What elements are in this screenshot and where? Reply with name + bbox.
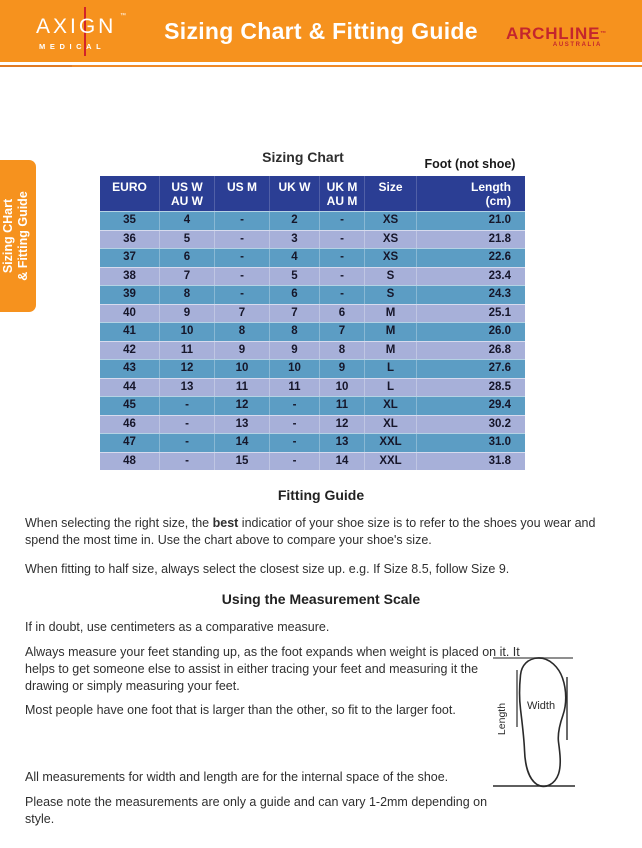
column-header: Size: [365, 176, 417, 211]
foot-measurement-diagram: [483, 645, 642, 795]
table-row: [100, 378, 525, 397]
fitting-guide-paragraph-1: When selecting the right size, the best indicatior of your shoe size is to refer to the shoes you wear and spend the most time in. Use the chart above to compare your shoe's size.: [25, 516, 596, 547]
table-cell: 6: [160, 249, 215, 267]
header-divider-accent: [0, 65, 72, 67]
archline-logo: [506, 25, 606, 57]
column-header: UK M AU M: [320, 176, 365, 211]
sizing-table-head: [100, 176, 525, 211]
archline-logo-text: ARCHLINE™: [506, 24, 608, 43]
table-row: [100, 211, 525, 230]
table-cell: 7: [320, 323, 365, 341]
table-cell: 8: [320, 342, 365, 360]
header-divider-line: [0, 65, 642, 67]
table-cell: 39: [100, 286, 160, 304]
table-row: [100, 285, 525, 304]
table-cell: 14: [320, 453, 365, 471]
table-cell: 7: [160, 268, 215, 286]
table-cell: -: [215, 268, 270, 286]
table-cell: -: [160, 416, 215, 434]
table-cell: 13: [160, 379, 215, 397]
table-cell: XXL: [365, 434, 417, 452]
table-row: [100, 452, 525, 471]
table-cell: XS: [365, 231, 417, 249]
table-cell: 31.0: [488, 436, 511, 448]
table-cell: -: [160, 434, 215, 452]
table-cell: 13: [320, 434, 365, 452]
table-cell: 13: [215, 416, 270, 434]
table-cell: 11: [215, 379, 270, 397]
measurement-paragraph-2: Always measure your feet standing up, as the foot expands when weight is placed on it. It helps to get someone else to assist in either tracing your feet and measuring it the drawing or simply measuring your feet.: [25, 645, 520, 693]
measurement-paragraph-5: Please note the measurements are only a guide and can vary 1-2mm depending on style.: [25, 795, 488, 826]
table-row: [100, 230, 525, 249]
table-cell: -: [215, 212, 270, 230]
axign-logo-subtext: MEDICAL: [39, 42, 106, 51]
sizing-table-body: [100, 211, 525, 470]
table-cell: 7: [215, 305, 270, 323]
table-cell: -: [320, 212, 365, 230]
table-cell: 41: [100, 323, 160, 341]
length-label: Length: [496, 702, 508, 736]
archline-logo-subtext: AUSTRALIA: [552, 42, 602, 48]
table-cell: 12: [320, 416, 365, 434]
table-cell: L: [365, 360, 417, 378]
table-cell: 6: [270, 286, 320, 304]
width-label: Width: [526, 700, 556, 712]
axign-logo-text: AXIGN: [36, 15, 117, 38]
header-bar: [0, 0, 642, 62]
table-cell: 9: [160, 305, 215, 323]
table-cell: -: [215, 249, 270, 267]
table-cell: M: [365, 342, 417, 360]
table-cell: 24.3: [488, 288, 511, 300]
table-cell: S: [365, 268, 417, 286]
table-cell: 12: [160, 360, 215, 378]
fitting-guide-heading: Fitting Guide: [277, 487, 365, 503]
column-header: UK W: [270, 176, 320, 211]
table-cell: 11: [270, 379, 320, 397]
table-cell: -: [320, 286, 365, 304]
table-cell: 21.0: [488, 214, 511, 226]
table-cell: 48: [100, 453, 160, 471]
table-row: [100, 341, 525, 360]
table-cell: 44: [100, 379, 160, 397]
table-cell: 3: [270, 231, 320, 249]
table-cell: 7: [270, 305, 320, 323]
table-row: [100, 359, 525, 378]
table-cell: 10: [160, 323, 215, 341]
table-cell: 10: [270, 360, 320, 378]
bold-word: best: [212, 516, 239, 530]
table-cell: 5: [160, 231, 215, 249]
column-header: US M: [215, 176, 270, 211]
table-row: [100, 433, 525, 452]
measurement-scale-heading: Using the Measurement Scale: [221, 591, 421, 607]
table-cell: XS: [365, 249, 417, 267]
table-cell: -: [270, 416, 320, 434]
table-cell: 26.0: [488, 325, 511, 337]
side-tab: [0, 160, 36, 312]
table-row: [100, 396, 525, 415]
trademark-symbol: ™: [600, 31, 608, 37]
table-cell: 31.8: [488, 454, 511, 467]
table-cell: 9: [320, 360, 365, 378]
table-cell: L: [365, 379, 417, 397]
table-cell: 42: [100, 342, 160, 360]
fitting-guide-paragraph-2: When fitting to half size, always select the closest size up. e.g. If Size 8.5, follow Size 9.: [25, 562, 510, 576]
sizing-table: [100, 176, 525, 470]
table-cell: 28.5: [488, 380, 511, 393]
table-cell: 45: [100, 397, 160, 415]
table-cell: 38: [100, 268, 160, 286]
table-cell: 2: [270, 212, 320, 230]
table-cell: 27.6: [488, 362, 511, 374]
sizing-chart-heading: Sizing Chart: [262, 149, 344, 165]
table-row: [100, 304, 525, 323]
table-cell: M: [365, 323, 417, 341]
table-cell: 23.4: [488, 269, 511, 282]
table-cell: 8: [215, 323, 270, 341]
table-cell: 30.2: [488, 417, 511, 430]
table-cell: 9: [215, 342, 270, 360]
table-cell: 40: [100, 305, 160, 323]
table-cell: 15: [215, 453, 270, 471]
table-cell: -: [270, 397, 320, 415]
table-cell: 46: [100, 416, 160, 434]
table-cell: 9: [270, 342, 320, 360]
table-cell: -: [320, 268, 365, 286]
page-title: Sizing Chart & Fitting Guide: [164, 18, 478, 44]
table-cell: 14: [215, 434, 270, 452]
table-cell: 35: [100, 212, 160, 230]
table-cell: XL: [365, 397, 417, 415]
table-row: [100, 248, 525, 267]
table-cell: 43: [100, 360, 160, 378]
table-cell: 21.8: [488, 232, 511, 245]
table-cell: 8: [270, 323, 320, 341]
table-cell: -: [320, 231, 365, 249]
table-cell: -: [320, 249, 365, 267]
table-cell: 4: [270, 249, 320, 267]
column-header: Length (cm): [471, 180, 511, 208]
table-cell: -: [215, 286, 270, 304]
table-cell: 11: [160, 342, 215, 360]
table-row: [100, 267, 525, 286]
table-cell: 47: [100, 434, 160, 452]
table-row: [100, 415, 525, 434]
table-cell: -: [215, 231, 270, 249]
measurement-paragraph-3: Most people have one foot that is larger than the other, so fit to the larger foot.: [25, 703, 456, 717]
table-cell: 22.6: [488, 251, 511, 263]
table-cell: 5: [270, 268, 320, 286]
table-cell: 25.1: [488, 306, 511, 319]
foot-diagram-svg: [483, 645, 642, 795]
table-cell: 8: [160, 286, 215, 304]
column-header: US W AU W: [160, 176, 215, 211]
table-cell: -: [270, 434, 320, 452]
foot-not-shoe-label: Foot (not shoe): [424, 157, 516, 171]
side-tab-label: Sizing CHart & Fitting Guide: [1, 191, 30, 281]
column-header: EURO: [100, 176, 160, 211]
table-cell: -: [160, 397, 215, 415]
table-cell: M: [365, 305, 417, 323]
table-cell: 26.8: [488, 343, 511, 356]
table-cell: 37: [100, 249, 160, 267]
trademark-symbol: ™: [120, 13, 126, 19]
table-cell: 4: [160, 212, 215, 230]
measurement-paragraph-1: If in doubt, use centimeters as a comparative measure.: [25, 620, 330, 634]
foot-outline: [520, 658, 566, 786]
table-cell: 36: [100, 231, 160, 249]
table-cell: S: [365, 286, 417, 304]
table-cell: 11: [320, 397, 365, 415]
table-cell: 12: [215, 397, 270, 415]
table-cell: 6: [320, 305, 365, 323]
table-cell: XXL: [365, 453, 417, 471]
measurement-paragraph-4: All measurements for width and length are for the internal space of the shoe.: [25, 770, 449, 784]
table-cell: XS: [365, 212, 417, 230]
table-cell: -: [270, 453, 320, 471]
table-row: [100, 322, 525, 341]
table-cell: 10: [320, 379, 365, 397]
table-cell: XL: [365, 416, 417, 434]
table-cell: -: [160, 453, 215, 471]
table-cell: 10: [215, 360, 270, 378]
table-cell: 29.4: [488, 399, 511, 411]
